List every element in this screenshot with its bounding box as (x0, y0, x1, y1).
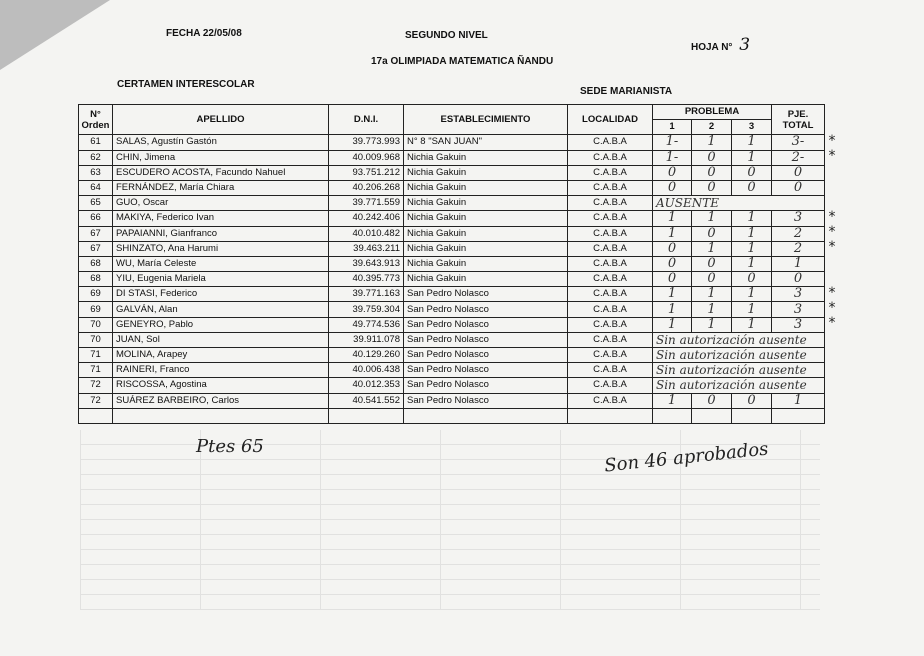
orden-cell: 65 (79, 196, 113, 211)
p3-score: 1 (732, 287, 772, 302)
handwritten-note-cell: Sin autorización ausente (653, 348, 825, 363)
olimpiada-title: 17a OLIMPIADA MATEMATICA ÑANDU (371, 56, 554, 67)
handwritten-note-cell: Sin autorización ausente (653, 332, 825, 347)
col-establecimiento: ESTABLECIMIENTO (404, 105, 568, 135)
localidad-cell: C.A.B.A (568, 180, 653, 195)
asterisk-mark: * (828, 132, 836, 149)
localidad-cell: C.A.B.A (568, 241, 653, 256)
certamen-label: CERTAMEN INTERESCOLAR (117, 79, 255, 90)
apellido-cell: SUÁREZ BARBEIRO, Carlos (113, 393, 329, 408)
total-score: 3- (772, 135, 825, 150)
dni-cell: 39.643.913 (329, 256, 404, 271)
apellido-cell: PAPAIANNI, Gianfranco (113, 226, 329, 241)
localidad-cell: C.A.B.A (568, 317, 653, 332)
p3-score: 1 (732, 241, 772, 256)
asterisk-mark: * (828, 299, 836, 316)
localidad-cell: C.A.B.A (568, 272, 653, 287)
dni-cell: 40.009.968 (329, 150, 404, 165)
total-score: 2- (772, 150, 825, 165)
handwritten-note-cell: Sin autorización ausente (653, 363, 825, 378)
col-p2: 2 (692, 120, 732, 135)
orden-cell: 66 (79, 211, 113, 226)
dni-cell: 39.771.559 (329, 196, 404, 211)
p1-score: 0 (653, 180, 692, 195)
col-dni: D.N.I. (329, 105, 404, 135)
p1-score: 1 (653, 302, 692, 317)
orden-cell: 68 (79, 256, 113, 271)
apellido-cell: MOLINA, Arapey (113, 348, 329, 363)
p1-score: 0 (653, 256, 692, 271)
localidad-cell: C.A.B.A (568, 348, 653, 363)
dni-cell: 39.771.163 (329, 287, 404, 302)
sede-label: SEDE MARIANISTA (580, 86, 673, 97)
dni-cell: 40.129.260 (329, 348, 404, 363)
orden-cell: 70 (79, 317, 113, 332)
establecimiento-cell: San Pedro Nolasco (404, 302, 568, 317)
table-row (79, 302, 825, 317)
p3-score: 0 (732, 165, 772, 180)
nivel-label: SEGUNDO NIVEL (405, 30, 488, 41)
table-row (79, 135, 825, 150)
establecimiento-cell: Nichia Gakuin (404, 256, 568, 271)
dni-cell: 40.395.773 (329, 272, 404, 287)
apellido-cell: ESCUDERO ACOSTA, Facundo Nahuel (113, 165, 329, 180)
establecimiento-cell: San Pedro Nolasco (404, 287, 568, 302)
establecimiento-cell: Nichia Gakuin (404, 180, 568, 195)
table-row (79, 241, 825, 256)
empty-cell (329, 408, 404, 423)
table-row (79, 256, 825, 271)
dni-cell: 49.774.536 (329, 317, 404, 332)
p2-score: 1 (692, 241, 732, 256)
orden-cell: 68 (79, 272, 113, 287)
p3-score: 1 (732, 150, 772, 165)
dni-cell: 40.010.482 (329, 226, 404, 241)
table-row (79, 272, 825, 287)
table-row (79, 363, 825, 378)
empty-cell (404, 408, 568, 423)
col-pje: PJE. TOTAL (772, 105, 825, 135)
total-score: 3 (772, 302, 825, 317)
localidad-cell: C.A.B.A (568, 256, 653, 271)
p1-score: 0 (653, 272, 692, 287)
establecimiento-cell: Nichia Gakuin (404, 196, 568, 211)
p1-score: 1 (653, 393, 692, 408)
apellido-cell: GUO, Oscar (113, 196, 329, 211)
establecimiento-cell: Nichia Gakuin (404, 211, 568, 226)
empty-cell (79, 408, 113, 423)
dni-cell: 39.773.993 (329, 135, 404, 150)
orden-cell: 71 (79, 348, 113, 363)
hoja-label (691, 35, 750, 55)
table-row (79, 348, 825, 363)
hoja-number: 3 (739, 35, 751, 55)
apellido-cell: SALAS, Agustín Gastón (113, 135, 329, 150)
apellido-cell: MAKIYA, Federico Ivan (113, 211, 329, 226)
table-row (79, 211, 825, 226)
p1-score: 0 (653, 241, 692, 256)
dni-cell: 40.012.353 (329, 378, 404, 393)
establecimiento-cell: San Pedro Nolasco (404, 332, 568, 347)
aprobados-note: Son 46 aprobados (603, 438, 770, 477)
apellido-cell: WU, María Celeste (113, 256, 329, 271)
total-score: 0 (772, 272, 825, 287)
orden-cell: 67 (79, 226, 113, 241)
establecimiento-cell: Nichia Gakuin (404, 165, 568, 180)
p2-score: 0 (692, 165, 732, 180)
p2-score: 0 (692, 180, 732, 195)
p1-score: 1 (653, 226, 692, 241)
localidad-cell: C.A.B.A (568, 196, 653, 211)
total-score: 2 (772, 226, 825, 241)
establecimiento-cell: Nichia Gakuin (404, 150, 568, 165)
apellido-cell: SHINZATO, Ana Harumi (113, 241, 329, 256)
localidad-cell: C.A.B.A (568, 332, 653, 347)
col-orden: N° Orden (79, 105, 113, 135)
total-score: 3 (772, 317, 825, 332)
orden-cell: 67 (79, 241, 113, 256)
localidad-cell: C.A.B.A (568, 363, 653, 378)
p1-score: 1- (653, 135, 692, 150)
apellido-cell: FERNÁNDEZ, María Chiara (113, 180, 329, 195)
p3-score: 1 (732, 317, 772, 332)
dni-cell: 39.911.078 (329, 332, 404, 347)
p2-score: 1 (692, 135, 732, 150)
table-row (79, 226, 825, 241)
handwritten-note-cell: AUSENTE (653, 196, 825, 211)
empty-cell (772, 408, 825, 423)
asterisk-mark: * (828, 224, 836, 240)
dni-cell: 39.463.211 (329, 241, 404, 256)
apellido-cell: GALVÁN, Alan (113, 302, 329, 317)
localidad-cell: C.A.B.A (568, 135, 653, 150)
apellido-cell: YIU, Eugenia Mariela (113, 272, 329, 287)
apellido-cell: CHIN, Jimena (113, 150, 329, 165)
table-row (79, 196, 825, 211)
total-score: 2 (772, 241, 825, 256)
apellido-cell: GENEYRO, Pablo (113, 317, 329, 332)
p2-score: 0 (692, 272, 732, 287)
p2-score: 1 (692, 287, 732, 302)
establecimiento-cell: Nichia Gakuin (404, 272, 568, 287)
handwritten-note-cell: Sin autorización ausente (653, 378, 825, 393)
table-row (79, 180, 825, 195)
dni-cell: 40.541.552 (329, 393, 404, 408)
p3-score: 1 (732, 256, 772, 271)
orden-cell: 63 (79, 165, 113, 180)
localidad-cell: C.A.B.A (568, 302, 653, 317)
establecimiento-cell: San Pedro Nolasco (404, 348, 568, 363)
table-row (79, 165, 825, 180)
col-p1: 1 (653, 120, 692, 135)
dni-cell: 39.759.304 (329, 302, 404, 317)
hoja-label-text: HOJA N° (691, 42, 733, 53)
empty-cell (653, 408, 692, 423)
apellido-cell: RAINERI, Franco (113, 363, 329, 378)
orden-cell: 62 (79, 150, 113, 165)
localidad-cell: C.A.B.A (568, 211, 653, 226)
total-score: 0 (772, 165, 825, 180)
p2-score: 1 (692, 302, 732, 317)
establecimiento-cell: San Pedro Nolasco (404, 363, 568, 378)
establecimiento-cell: San Pedro Nolasco (404, 378, 568, 393)
empty-cell (692, 408, 732, 423)
orden-cell: 69 (79, 302, 113, 317)
total-score: 1 (772, 393, 825, 408)
p3-score: 1 (732, 211, 772, 226)
col-p3: 3 (732, 120, 772, 135)
total-score: 0 (772, 180, 825, 195)
total-score: 3 (772, 211, 825, 226)
empty-cell (568, 408, 653, 423)
col-problema: PROBLEMA (653, 105, 772, 120)
ptes-note: Ptes 65 (196, 436, 264, 457)
asterisk-mark: * (828, 315, 836, 332)
localidad-cell: C.A.B.A (568, 393, 653, 408)
p3-score: 1 (732, 226, 772, 241)
col-apellido: APELLIDO (113, 105, 329, 135)
orden-cell: 72 (79, 393, 113, 408)
orden-cell: 64 (79, 180, 113, 195)
p2-score: 1 (692, 211, 732, 226)
apellido-cell: JUAN, Sol (113, 332, 329, 347)
p3-score: 0 (732, 180, 772, 195)
apellido-cell: DI STASI, Federico (113, 287, 329, 302)
localidad-cell: C.A.B.A (568, 150, 653, 165)
asterisk-mark: * (828, 239, 836, 256)
empty-row (79, 408, 825, 423)
asterisk-mark: * (828, 208, 836, 225)
p3-score: 1 (732, 302, 772, 317)
results-table (78, 104, 825, 424)
orden-cell: 69 (79, 287, 113, 302)
establecimiento-cell: N° 8 "SAN JUAN" (404, 135, 568, 150)
localidad-cell: C.A.B.A (568, 287, 653, 302)
table-row (79, 393, 825, 408)
dni-cell: 40.206.268 (329, 180, 404, 195)
p1-score: 1 (653, 287, 692, 302)
dni-cell: 40.006.438 (329, 363, 404, 378)
apellido-cell: RISCOSSA, Agostina (113, 378, 329, 393)
table-row (79, 287, 825, 302)
table-row (79, 150, 825, 165)
orden-cell: 70 (79, 332, 113, 347)
asterisk-mark: * (828, 148, 836, 165)
p1-score: 1 (653, 211, 692, 226)
p3-score: 0 (732, 272, 772, 287)
orden-cell: 71 (79, 363, 113, 378)
establecimiento-cell: San Pedro Nolasco (404, 317, 568, 332)
p2-score: 0 (692, 256, 732, 271)
localidad-cell: C.A.B.A (568, 378, 653, 393)
establecimiento-cell: Nichia Gakuin (404, 241, 568, 256)
localidad-cell: C.A.B.A (568, 165, 653, 180)
p3-score: 0 (732, 393, 772, 408)
scan-corner-fold (0, 0, 110, 70)
establecimiento-cell: San Pedro Nolasco (404, 393, 568, 408)
p2-score: 0 (692, 150, 732, 165)
total-score: 3 (772, 287, 825, 302)
p2-score: 1 (692, 317, 732, 332)
p1-score: 1 (653, 317, 692, 332)
total-score: 1 (772, 256, 825, 271)
establecimiento-cell: Nichia Gakuin (404, 226, 568, 241)
dni-cell: 93.751.212 (329, 165, 404, 180)
asterisk-mark: * (828, 284, 836, 301)
col-localidad: LOCALIDAD (568, 105, 653, 135)
localidad-cell: C.A.B.A (568, 226, 653, 241)
table-row (79, 332, 825, 347)
orden-cell: 72 (79, 378, 113, 393)
fecha-label: FECHA 22/05/08 (166, 28, 242, 39)
p1-score: 1- (653, 150, 692, 165)
results-rows (79, 135, 825, 424)
table-row (79, 378, 825, 393)
empty-cell (113, 408, 329, 423)
orden-cell: 61 (79, 135, 113, 150)
table-row (79, 317, 825, 332)
dni-cell: 40.242.406 (329, 211, 404, 226)
p3-score: 1 (732, 135, 772, 150)
p2-score: 0 (692, 226, 732, 241)
empty-cell (732, 408, 772, 423)
p2-score: 0 (692, 393, 732, 408)
p1-score: 0 (653, 165, 692, 180)
